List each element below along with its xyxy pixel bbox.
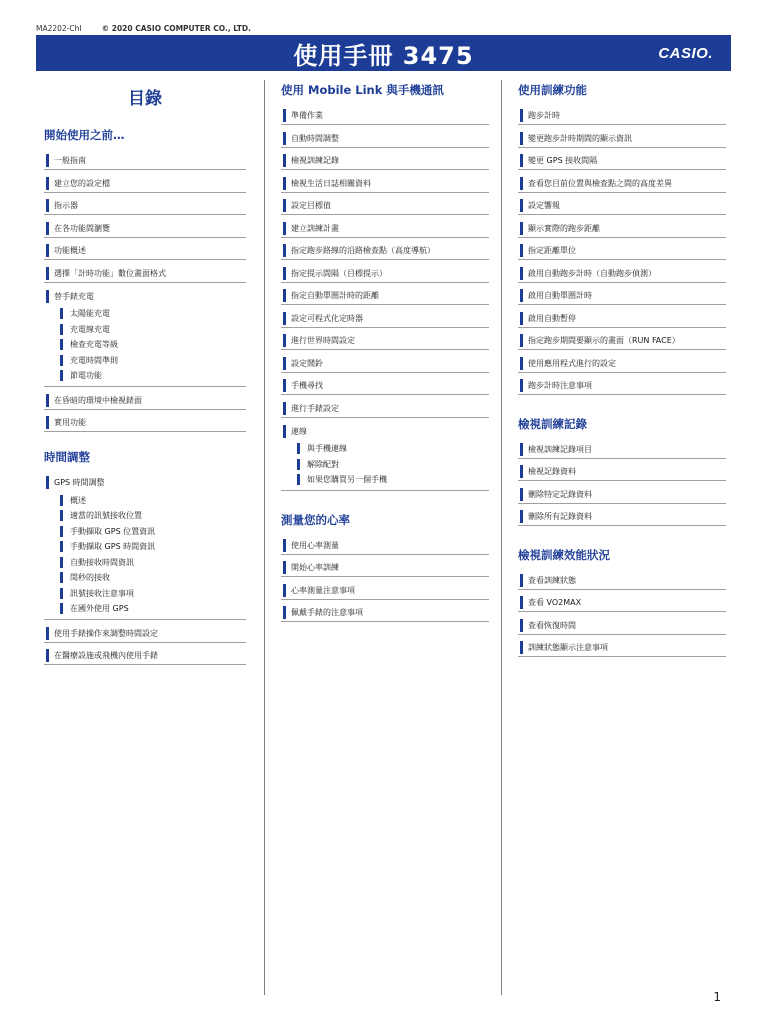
toc-item[interactable]: 使用心率測量 <box>281 537 489 555</box>
section-title: 檢視訓練效能狀況 <box>518 547 610 562</box>
toc-item[interactable]: 在昏暗的環境中檢視錶面 <box>44 392 246 410</box>
toc-item[interactable]: 啟用自動跑步計時（自動跑步偵測） <box>518 265 726 283</box>
page-title: 使用手冊 3475 <box>293 41 474 70</box>
casio-logo: CASIO. <box>658 45 713 62</box>
toc-item[interactable]: 在各功能間瀏覽 <box>44 220 246 238</box>
toc-item[interactable]: 建立訓練計畫 <box>281 220 489 238</box>
bullet-bar <box>46 290 49 303</box>
toc-list <box>44 152 246 432</box>
bullet-bar <box>520 109 523 122</box>
bullet-bar <box>60 308 63 319</box>
toc-item[interactable]: 顯示實際的跑步距離 <box>518 220 726 238</box>
bullet-bar <box>520 222 523 235</box>
section-title: 開始使用之前… <box>44 128 125 142</box>
bullet-bar <box>283 584 286 597</box>
toc-heading: 目錄 <box>128 89 162 109</box>
bullet-bar <box>520 641 523 654</box>
toc-column-1 <box>44 78 246 670</box>
bullet-bar <box>283 402 286 415</box>
bullet-bar <box>60 588 63 599</box>
bullet-bar <box>283 222 286 235</box>
toc-item[interactable]: 刪除特定記錄資料 <box>518 486 726 504</box>
toc-subitem[interactable]: 訊號接收注意事項 <box>44 586 246 602</box>
bullet-bar <box>46 222 49 235</box>
toc-item[interactable]: 指定距離單位 <box>518 242 726 260</box>
page-number: 1 <box>713 990 721 1004</box>
toc-item[interactable]: 檢視訓練記錄 <box>281 152 489 170</box>
copyright: © 2020 CASIO COMPUTER CO., LTD. <box>101 24 252 33</box>
bullet-bar <box>60 370 63 381</box>
bullet-bar <box>283 561 286 574</box>
toc-subitem[interactable]: 如果您購買另一個手機 <box>281 472 489 488</box>
bullet-bar <box>283 539 286 552</box>
toc-subitem[interactable]: 與手機連線 <box>281 441 489 457</box>
toc-list <box>518 441 726 527</box>
bullet-bar <box>46 649 49 662</box>
bullet-bar <box>297 443 300 454</box>
bullet-bar <box>283 425 286 438</box>
toc-item[interactable]: 查看您目前位置與檢查點之間的高度差異 <box>518 175 726 193</box>
toc-item[interactable]: 檢視記錄資料 <box>518 463 726 481</box>
title-bar <box>36 35 731 71</box>
bullet-bar <box>60 355 63 366</box>
toc-item[interactable]: 指定跑步期間要顯示的畫面（RUN FACE） <box>518 332 726 350</box>
toc-item[interactable]: 指定跑步路線的沿路檢查點（高度導航） <box>281 242 489 260</box>
toc-item[interactable]: 進行手錶設定 <box>281 400 489 418</box>
bullet-bar <box>283 289 286 302</box>
toc-item[interactable]: 訓練狀態顯示注意事項 <box>518 639 726 657</box>
bullet-bar <box>520 510 523 523</box>
toc-subitem[interactable]: 手動擷取 GPS 時間資訊 <box>44 539 246 555</box>
toc-item[interactable]: 變更 GPS 接收間隔 <box>518 152 726 170</box>
toc-item[interactable]: 指定自動單圈計時的距離 <box>281 287 489 305</box>
bullet-bar <box>520 199 523 212</box>
toc-item[interactable]: 變更跑步計時期間的顯示資訊 <box>518 130 726 148</box>
toc-item[interactable]: 查看恢復時間 <box>518 617 726 635</box>
toc-item[interactable]: 在醫療設施或飛機內使用手錶 <box>44 647 246 665</box>
bullet-bar <box>520 267 523 280</box>
toc-group <box>281 422 489 491</box>
bullet-bar <box>60 557 63 568</box>
toc-item[interactable]: 查看 VO2MAX <box>518 594 726 612</box>
header-meta <box>36 24 251 33</box>
bullet-bar <box>283 312 286 325</box>
toc-item[interactable]: 查看訓練狀態 <box>518 572 726 590</box>
doc-code: MA2202-ChI <box>36 24 82 33</box>
bullet-bar <box>520 289 523 302</box>
bullet-bar <box>60 324 63 335</box>
toc-item[interactable]: 佩戴手錶的注意事項 <box>281 604 489 622</box>
toc-item[interactable]: 設定可程式化定時器 <box>281 310 489 328</box>
toc-item[interactable]: 啟用自動單圈計時 <box>518 287 726 305</box>
bullet-bar <box>60 572 63 583</box>
toc-item[interactable]: 跑步計時注意事項 <box>518 377 726 395</box>
bullet-bar <box>283 267 286 280</box>
bullet-bar <box>60 495 63 506</box>
toc-subitem[interactable]: 充電線充電 <box>44 322 246 338</box>
toc-item[interactable]: 心率測量注意事項 <box>281 582 489 600</box>
bullet-bar <box>46 394 49 407</box>
section-title: 時間調整 <box>44 449 90 464</box>
bullet-bar <box>520 443 523 456</box>
toc-list <box>44 474 246 666</box>
toc-subitem[interactable]: 適當的訊號接收位置 <box>44 508 246 524</box>
toc-item[interactable]: 使用手錶操作來調整時間設定 <box>44 625 246 643</box>
bullet-bar <box>60 510 63 521</box>
toc-item[interactable]: 進行世界時間設定 <box>281 332 489 350</box>
toc-item[interactable]: 自動時間調整 <box>281 130 489 148</box>
toc-item[interactable]: 選擇「計時功能」數位畫面格式 <box>44 265 246 283</box>
toc-item[interactable]: GPS 時間調整 <box>44 474 246 492</box>
toc-column-2 <box>281 78 489 627</box>
bullet-bar <box>520 177 523 190</box>
column-divider <box>264 80 265 995</box>
bullet-bar <box>283 357 286 370</box>
bullet-bar <box>283 379 286 392</box>
bullet-bar <box>283 334 286 347</box>
section-title: 使用 Mobile Link 與手機通訊 <box>281 83 444 97</box>
toc-item[interactable]: 設定目標值 <box>281 197 489 215</box>
toc-group <box>44 474 246 620</box>
bullet-bar <box>520 312 523 325</box>
bullet-bar <box>520 244 523 257</box>
column-divider <box>501 80 502 995</box>
bullet-bar <box>520 154 523 167</box>
toc-subitem[interactable]: 解除配對 <box>281 457 489 473</box>
bullet-bar <box>46 476 49 489</box>
toc-subitem[interactable]: 概述 <box>44 493 246 509</box>
toc-subitem[interactable]: 在國外使用 GPS <box>44 601 246 617</box>
bullet-bar <box>60 541 63 552</box>
toc-item[interactable]: 使用應用程式進行的設定 <box>518 355 726 373</box>
toc-item[interactable]: 開始心率訓練 <box>281 559 489 577</box>
bullet-bar <box>46 177 49 190</box>
toc-subitem[interactable]: 閏秒的接收 <box>44 570 246 586</box>
toc-item[interactable]: 設定鬧鈴 <box>281 355 489 373</box>
section-title: 測量您的心率 <box>281 512 350 527</box>
bullet-bar <box>46 627 49 640</box>
toc-item[interactable]: 刪除所有記錄資料 <box>518 508 726 526</box>
bullet-bar <box>297 474 300 485</box>
bullet-bar <box>46 199 49 212</box>
bullet-bar <box>60 603 63 614</box>
toc-subitem[interactable]: 自動接收時間資訊 <box>44 555 246 571</box>
bullet-bar <box>46 244 49 257</box>
section-title: 檢視訓練記錄 <box>518 416 587 431</box>
bullet-bar <box>283 109 286 122</box>
toc-item[interactable]: 建立您的設定檔 <box>44 175 246 193</box>
toc-item[interactable]: 檢視訓練記錄項目 <box>518 441 726 459</box>
bullet-bar <box>520 488 523 501</box>
bullet-bar <box>283 199 286 212</box>
bullet-bar <box>283 606 286 619</box>
toc-item[interactable]: 連線 <box>281 422 489 440</box>
toc-item[interactable]: 準備作業 <box>281 107 489 125</box>
toc-item[interactable]: 一般指南 <box>44 152 246 170</box>
toc-subitem[interactable]: 手動擷取 GPS 位置資訊 <box>44 524 246 540</box>
toc-list <box>518 572 726 658</box>
bullet-bar <box>46 267 49 280</box>
toc-item[interactable]: 跑步計時 <box>518 107 726 125</box>
toc-group <box>44 287 246 387</box>
bullet-bar <box>520 465 523 478</box>
toc-subitem[interactable]: 太陽能充電 <box>44 306 246 322</box>
toc-list <box>281 107 489 491</box>
bullet-bar <box>283 177 286 190</box>
bullet-bar <box>60 526 63 537</box>
toc-subitem[interactable]: 充電時間準則 <box>44 353 246 369</box>
bullet-bar <box>520 574 523 587</box>
toc-item[interactable]: 替手錶充電 <box>44 287 246 305</box>
toc-item[interactable]: 指示器 <box>44 197 246 215</box>
toc-item[interactable]: 設定響報 <box>518 197 726 215</box>
toc-list <box>281 537 489 623</box>
toc-item[interactable]: 啟用自動暫停 <box>518 310 726 328</box>
bullet-bar <box>46 416 49 429</box>
bullet-bar <box>283 244 286 257</box>
toc-item[interactable]: 手機尋找 <box>281 377 489 395</box>
toc-item[interactable]: 功能概述 <box>44 242 246 260</box>
bullet-bar <box>520 334 523 347</box>
bullet-bar <box>520 596 523 609</box>
bullet-bar <box>283 154 286 167</box>
toc-item[interactable]: 指定提示間隔（目標提示） <box>281 265 489 283</box>
bullet-bar <box>297 459 300 470</box>
toc-subitem[interactable]: 節電功能 <box>44 368 246 384</box>
toc-column-3 <box>518 78 726 662</box>
bullet-bar <box>283 132 286 145</box>
toc-item[interactable]: 檢視生活日誌相關資料 <box>281 175 489 193</box>
section-title: 使用訓練功能 <box>518 83 587 97</box>
toc-subitem[interactable]: 檢查充電等級 <box>44 337 246 353</box>
bullet-bar <box>520 619 523 632</box>
bullet-bar <box>46 154 49 167</box>
bullet-bar <box>520 379 523 392</box>
bullet-bar <box>520 357 523 370</box>
toc-list <box>518 107 726 395</box>
toc-item[interactable]: 實用功能 <box>44 414 246 432</box>
bullet-bar <box>520 132 523 145</box>
bullet-bar <box>60 339 63 350</box>
